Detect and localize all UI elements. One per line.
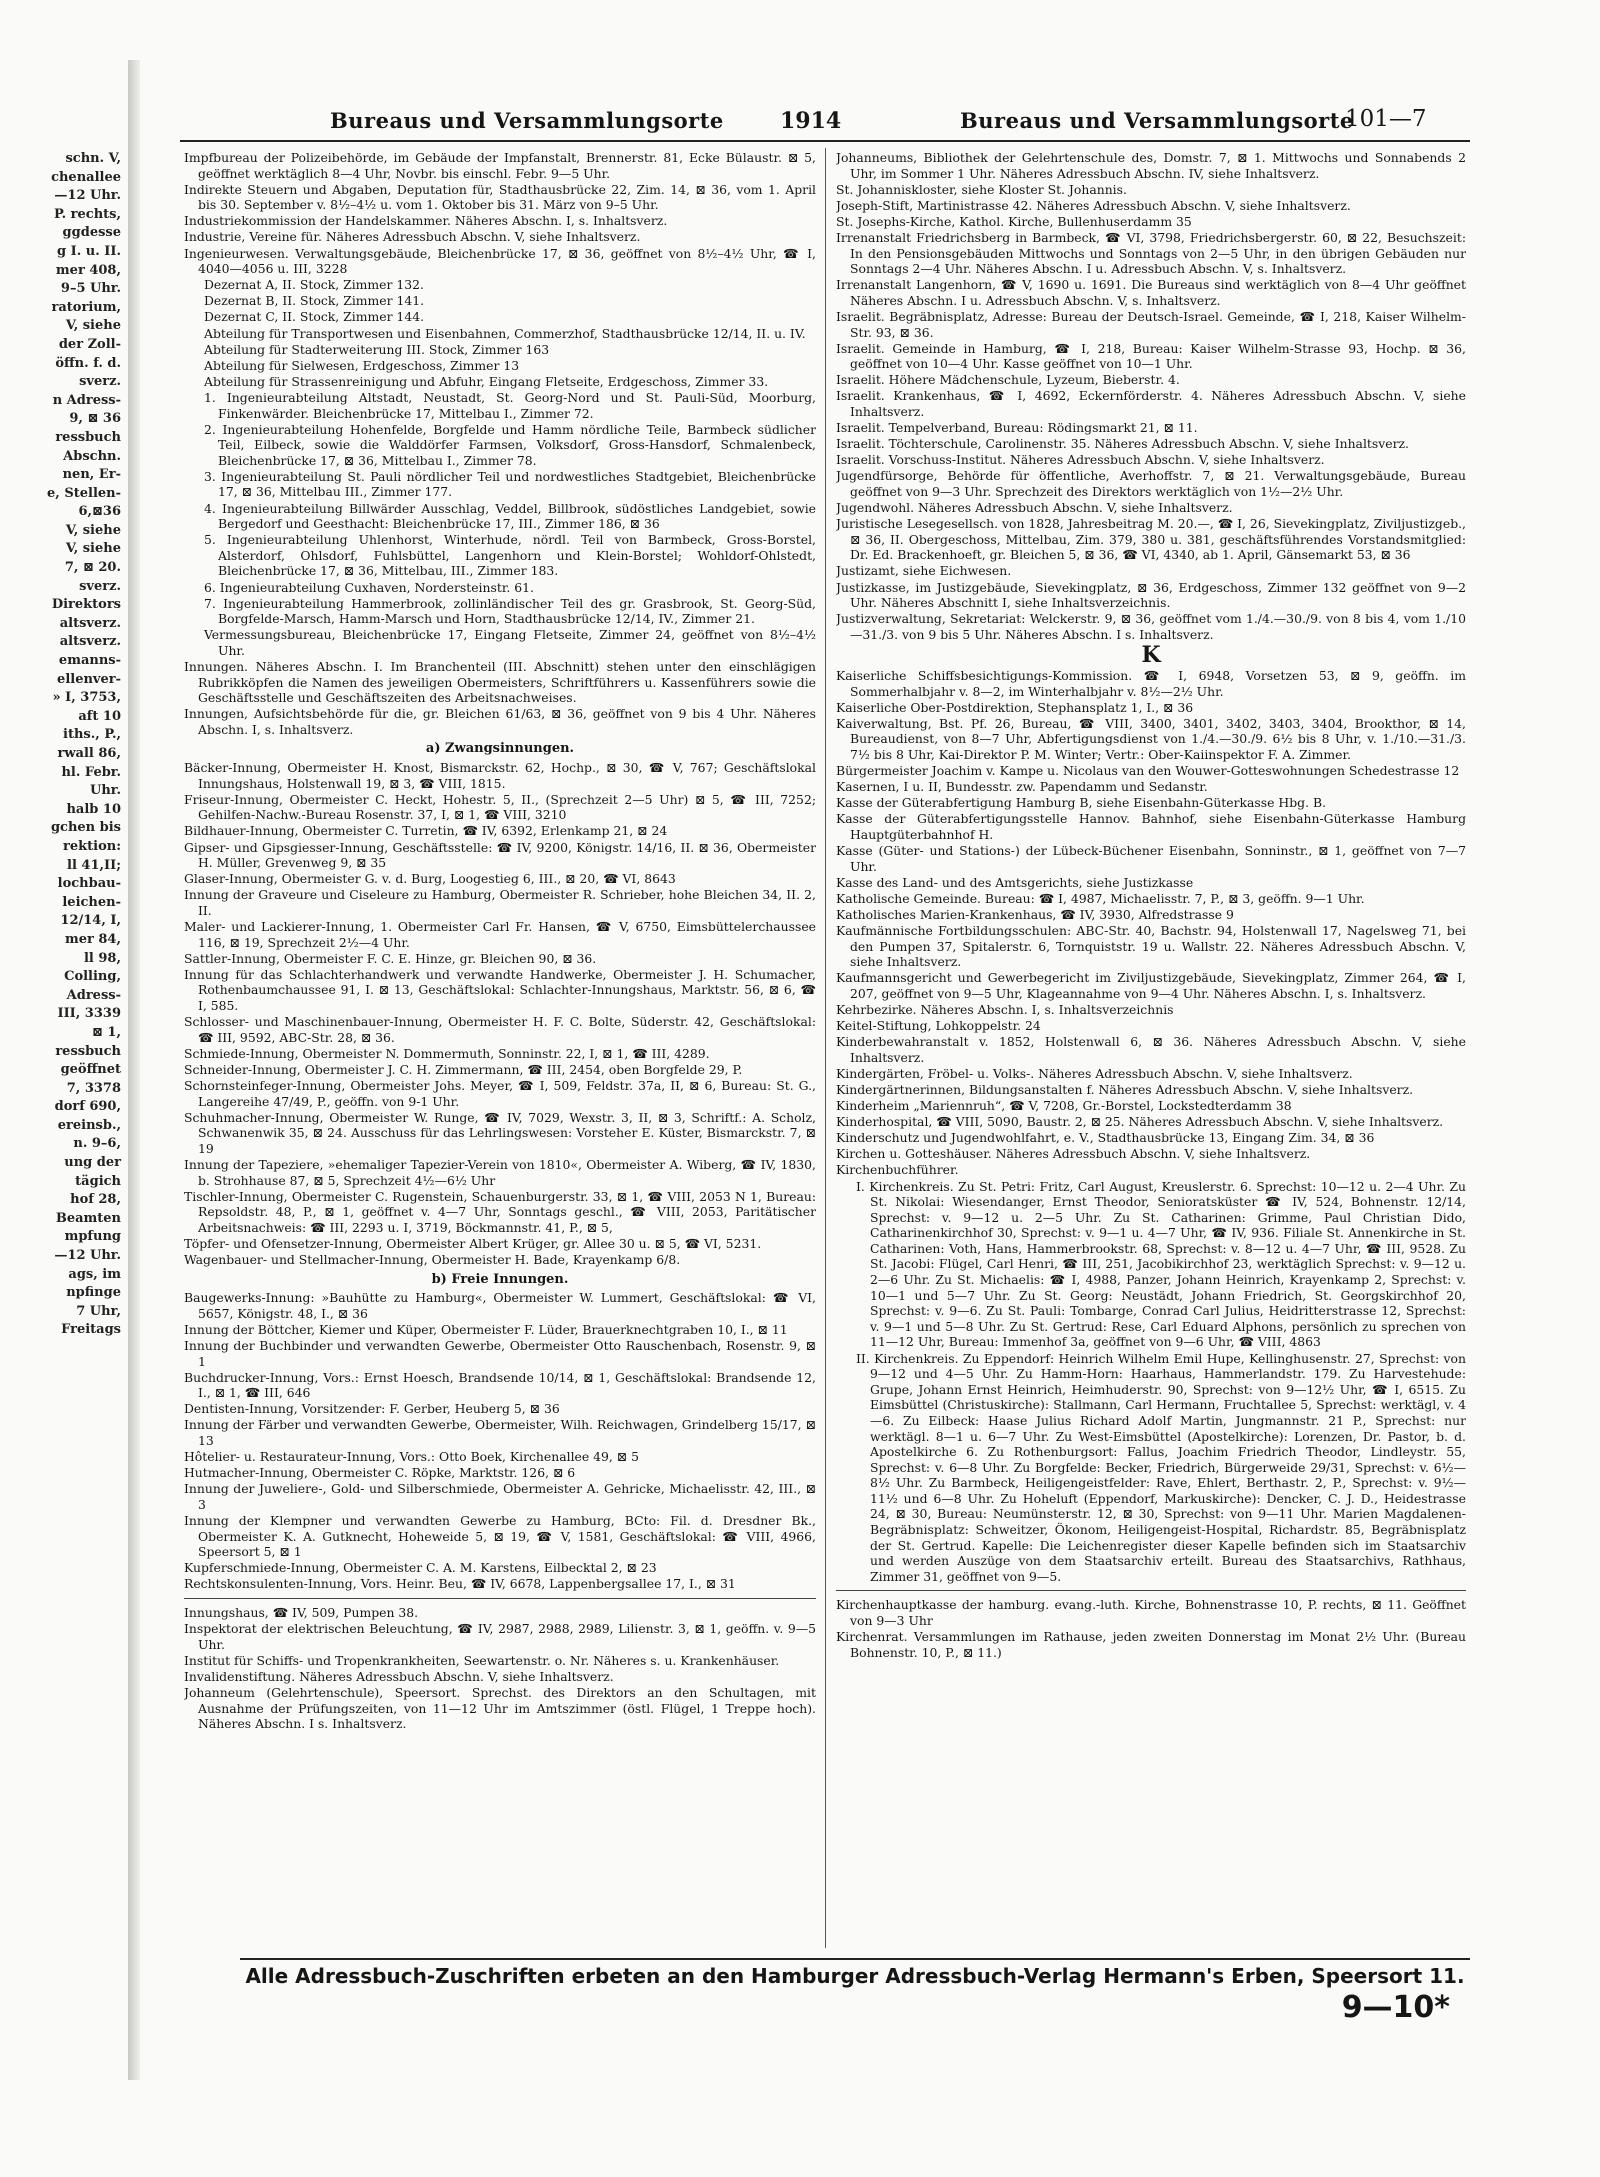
directory-entry: Schornsteinfeger-Innung, Obermeister Johs. Meyer, ☎ I, 509, Feldstr. 37a, II, ⊠ 6, Bureau: St. G., Langereihe 47/49, P., geöffn. von 9-1 Uhr.	[184, 1077, 816, 1109]
directory-entry: Innung der Tapeziere, »ehemaliger Tapezier-Verein von 1810«, Obermeister A. Wiberg, ☎ IV, 1830, b. Strohhause 87, ⊠ 5, Sprechzeit 4½—6½ Uhr	[184, 1156, 816, 1188]
margin-fragment: halb 10	[66, 801, 121, 817]
directory-entry: Juristische Lesegesellsch. von 1828, Jahresbeitrag M. 20.—, ☎ I, 26, Sievekingplatz, Ziviljustizgeb., ⊠ 36, II. Obergeschoss, Mittelbau, Zim. 379, 380 u. 381, geschäftsführendes Vorstandsmitglied: Dr. Ed. Brackenhoeft, gr. Bleichen 5, ⊠ 36, ☎ VI, 4340, ab 1. April, Gänsemarkt 53, ⊠ 36	[836, 516, 1466, 563]
directory-entry: Innung der Böttcher, Kiemer und Küper, Obermeister F. Lüder, Brauerknechtgraben 10, I., ⊠ 11	[184, 1321, 788, 1337]
directory-entry: Kasse der Güterabfertigungsstelle Hannov. Bahnhof, siehe Eisenbahn-Güterkasse Hamburg Hauptgüterbahnhof H.	[836, 811, 1466, 842]
margin-fragment: rektion:	[63, 838, 121, 854]
directory-entry: Maler- und Lackierer-Innung, 1. Obermeister Carl Fr. Hansen, ☎ V, 6750, Eimsbüttelerchaussee 116, ⊠ 19, Sprechzeit 2½—4 Uhr.	[184, 919, 816, 950]
margin-fragment: mer 408,	[55, 262, 121, 278]
margin-fragment: altsverz.	[59, 634, 121, 650]
directory-entry: Rechtskonsulenten-Innung, Vors. Heinr. Beu, ☎ IV, 6678, Lappenbergsallee 17, I., ⊠ 31	[184, 1576, 736, 1592]
directory-entry: Kaiserliche Ober-Postdirektion, Stephansplatz 1, I., ⊠ 36	[836, 699, 1194, 715]
margin-fragment: hl. Febr.	[61, 764, 121, 780]
margin-fragment: ellenver-	[57, 671, 121, 687]
directory-entry: Dezernat A, II. Stock, Zimmer 132.	[204, 277, 424, 293]
directory-entry: Israelit. Krankenhaus, ☎ I, 4692, Eckernförderstr. 4. Näheres Adressbuch Abschn. V, siehe Inhaltsverz.	[836, 388, 1466, 419]
directory-entry: Tischler-Innung, Obermeister C. Rugenstein, Schauenburgerstr. 33, ⊠ 1, ☎ VIII, 2053 N 1, Bureau: Repsoldstr. 48, P., ⊠ 1, geöffnet v. 4—7 Uhr, Sonntags geschl., ☎ VIII, 2053, Paritätischer Arbeitsnachweis: ☎ III, 2293 u. I, 3719, Böckmannstr. 41, P., ⊠ 5,	[184, 1188, 816, 1235]
margin-fragment: ⊠ 1,	[92, 1024, 121, 1040]
running-header	[180, 100, 1470, 142]
header-year: 1914	[780, 108, 842, 134]
directory-entry: Innung der Graveure und Ciseleure zu Hamburg, Obermeister R. Schrieber, hohe Bleichen 34, II. 2, II.	[184, 887, 816, 918]
directory-entry: Indirekte Steuern und Abgaben, Deputation für, Stadthausbrücke 22, Zim. 14, ⊠ 36, vom 1. April bis 30. September v. 8½–4½ u. vom 1. Oktober bis 31. März von 9–5 Uhr.	[184, 181, 816, 213]
directory-entry: Kirchen u. Gotteshäuser. Näheres Adressbuch Abschn. V, siehe Inhaltsverz.	[836, 1146, 1311, 1162]
directory-entry: 3. Ingenieurabteilung St. Pauli nördlicher Teil und nordwestliches Stadtgebiet, Bleichenbrücke 17, ⊠ 36, Mittelbau III., Zimmer 177.	[204, 468, 816, 500]
header-left-title: Bureaus und Versammlungsorte	[330, 108, 724, 133]
margin-fragment: chenallee	[51, 169, 121, 185]
directory-entry: Justizverwaltung, Sekretariat: Welckerstr. 9, ⊠ 36, geöffnet vom 1./4.—30./9. von 8 bis 4, vom 1./10—31./3. von 9 bis 5 Uhr. Näheres Abschn. I s. Inhaltsverz.	[836, 611, 1466, 642]
directory-entry: Israelit. Töchterschule, Carolinenstr. 35. Näheres Adressbuch Abschn. V, siehe Inhaltsverz.	[836, 436, 1409, 452]
directory-entry: Kaufmännische Fortbildungsschulen: ABC-Str. 40, Bachstr. 94, Holstenwall 17, Nagelsweg 71, bei den Pumpen 37, Spitalerstr. 6, Tornquiststr. 19 u. Wallstr. 22. Näheres Adressbuch Abschn. V, siehe Inhaltsverz.	[836, 923, 1466, 970]
margin-fragment: aft 10	[78, 708, 121, 724]
margin-fragment: » I, 3753,	[52, 690, 121, 706]
right-column	[836, 150, 1466, 1940]
margin-fragment: n Adress-	[52, 392, 121, 408]
directory-entry: Johanneums, Bibliothek der Gelehrtenschule des, Domstr. 7, ⊠ 1. Mittwochs und Sonnabends 2 Uhr, im Sommer 1 Uhr. Näheres Adressbuch Abschn. IV, siehe Inhaltsverz.	[836, 150, 1466, 181]
margin-fragment: geöffnet	[60, 1062, 121, 1078]
directory-entry: Kasse der Güterabfertigung Hamburg B, siehe Eisenbahn-Güterkasse Hbg. B.	[836, 795, 1327, 811]
directory-entry: Kinderheim „Mariennruh“, ☎ V, 7208, Gr.-Borstel, Lockstedterdamm 38	[836, 1098, 1292, 1114]
margin-fragment: nen, Er-	[62, 467, 121, 483]
directory-entry: Innung der Klempner und verwandten Gewerbe zu Hamburg, BCto: Fil. d. Dresdner Bk., Obermeister K. A. Gutknecht, Hoheweide 5, ⊠ 19, ☎ V, 1581, Geschäftslokal: ☎ VIII, 4966, Speersort 5, ⊠ 1	[184, 1512, 816, 1560]
directory-entry: 6. Ingenieurabteilung Cuxhaven, Nordersteinstr. 61.	[204, 579, 534, 595]
directory-entry: Irrenanstalt Langenhorn, ☎ V, 1690 u. 1691. Die Bureaus sind werktäglich von 8—4 Uhr geöffnet Näheres Abschn. I u. Adressbuch Abschn. V, s. Inhaltsverz.	[836, 277, 1466, 308]
margin-fragment: e, Stellen-	[47, 485, 121, 501]
left-column	[184, 150, 816, 1940]
margin-fragment: V, siehe	[65, 522, 121, 538]
directory-entry: 2. Ingenieurabteilung Hohenfelde, Borgfelde und Hamm nördliche Teile, Barmbeck südlicher Teil, Eilbeck, sowie die Walddörfer Farmsen, Volksdorf, Gross-Hansdorf, Schmalenbeck, Bleichenbrücke 17, ⊠ 36, Mittelbau I., Zimmer 78.	[204, 421, 816, 468]
margin-fragment: dorf 690,	[54, 1099, 121, 1115]
margin-fragment: mpfung	[64, 1229, 121, 1245]
margin-fragment: n. 9–6,	[73, 1136, 121, 1152]
directory-entry: Dezernat B, II. Stock, Zimmer 141.	[204, 293, 425, 309]
margin-fragment: emanns-	[58, 653, 121, 669]
directory-entry: Dentisten-Innung, Vorsitzender: F. Gerber, Heuberg 5, ⊠ 36	[184, 1401, 560, 1417]
directory-entry: Abteilung für Transportwesen und Eisenbahnen, Commerzhof, Stadthausbrücke 12/14, II. u. IV.	[204, 325, 806, 341]
margin-fragment: ll 41,II;	[67, 857, 121, 873]
margin-fragment: ereinsb.,	[57, 1117, 121, 1133]
directory-entry: Abteilung für Sielwesen, Erdgeschoss, Zimmer 13	[204, 357, 520, 373]
directory-entry: Israelit. Gemeinde in Hamburg, ☎ I, 218, Bureau: Kaiser Wilhelm-Strasse 93, Hochp. ⊠ 36, geöffnet von 10—4 Uhr. Kasse geöffnet von 10—1 Uhr.	[836, 340, 1466, 372]
margin-fragment: ll 98,	[83, 950, 121, 966]
directory-entry: Innung der Juweliere-, Gold- und Silberschmiede, Obermeister A. Gehricke, Michaelisstr. 42, III., ⊠ 3	[184, 1481, 816, 1512]
directory-entry: 5. Ingenieurabteilung Uhlenhorst, Winterhude, nördl. Teil von Barmbeck, Gross-Borstel, Alsterdorf, Ohlsdorf, Fuhlsbüttel, Langenhorn und Klein-Borstel; Wohldorf-Ohlstedt, Bleichenbrücke 17, ⊠ 36, Mittelbau, III., Zimmer 183.	[204, 532, 816, 579]
directory-entry: Töpfer- und Ofensetzer-Innung, Obermeister Albert Krüger, gr. Allee 30 u. ⊠ 5, ☎ VI, 5231.	[184, 1235, 762, 1251]
margin-fragment: Colling,	[64, 969, 121, 985]
margin-fragment: —12 Uhr.	[54, 188, 121, 204]
directory-entry: II. Kirchenkreis. Zu Eppendorf: Heinrich Wilhelm Emil Hupe, Kellinghusenstr. 27, Sprechst: von 9—12 und 4—5 Uhr. Zu Hamm-Horn: Haarhaus, Hammerlandstr. 179. Zu Harvestehude: Grupe, Johann Ernst Heinrich, Heimhuderstr. 90, Sprechst: von 9—12½ Uhr, ☎ I, 6515. Zu Eimsbüttel (Christuskirche): Stallmann, Carl Hermann, Fruchtallee 5, Sprechst: werktägl, v. 4—6. Zu Eilbeck: Haase Julius Richard Adolf Martin, Jungmannstr. 21 P., Sprechst: nur werktägl. 8—1 u. 6—7 Uhr. Zu West-Eimsbüttel (Apostelkirche): Lorenzen, Dr. Pastor, b. d. Apostelkirche 6. Zu Rothenburgsort: Fallus, Joachim Friedrich Theodor, Lindleystr. 55, Sprechst: v. 6—8 Uhr. Zu Borgfelde: Becker, Friedrich, Bürgerweide 29/31, Sprechst: v. 6½—8½ Uhr. Zu Barmbeck, Heiligengeistfelder: Rave, Ehlert, Berthastr. 2, P., Sprechst: v. 9½—11½ und 6—8 Uhr. Zu Hoheluft (Eppendorf, Markuskirche): Dencker, C. J. D., Heidestrasse 24, ⊠ 30, Bureau: Neumünsterstr. 12, ⊠ 30, Sprechst: von 9—11 Uhr. Marien Magdalenen-Begräbnisplatz: Schweitzer, Ökonom, Heiligengeist-Hospital, Richardstr. 85, Begräbnisplatz der St. Gertrud. Kapelle: Die Leichenregister dieser Kapelle befinden sich im Staatsarchiv und werden Auszüge von dem Staatsarchiv erteilt. Bureau des Staatsarchivs, Rathhaus, Zimmer 31, geöffnet von 9—5.	[856, 1350, 1466, 1584]
directory-entry: Innung der Buchbinder und verwandten Gewerbe, Obermeister Otto Rauschenbach, Rosenstr. 9, ⊠ 1	[184, 1337, 816, 1369]
margin-fragment: 7, 3378	[66, 1080, 121, 1096]
margin-fragment: Adress-	[66, 987, 121, 1003]
directory-entry: 7. Ingenieurabteilung Hammerbrook, zollinländischer Teil des gr. Grasbrook, St. Georg-Süd, Borgfelde-Marsch, Hamm-Marsch und Horn, Stadthausbrücke 12/14, IV., Zimmer 21.	[204, 595, 816, 627]
margin-fragment: rwall 86,	[57, 746, 121, 761]
directory-entry: Kinderbewahranstalt v. 1852, Holstenwall 6, ⊠ 36. Näheres Adressbuch Abschn. V, siehe Inhaltsverz.	[836, 1034, 1466, 1065]
directory-entry: Sattler-Innung, Obermeister F. C. E. Hinze, gr. Bleichen 90, ⊠ 36.	[184, 950, 597, 966]
directory-entry: Schmiede-Innung, Obermeister N. Dommermuth, Sonninstr. 22, I, ⊠ 1, ☎ III, 4289.	[184, 1045, 710, 1061]
directory-entry: Innung für das Schlachterhandwerk und verwandte Handwerke, Obermeister J. H. Schumacher, Rothenbaumchaussee 91, I. ⊠ 13, Geschäftslokal: Schlachter-Innungshaus, Marktstr. 56, ⊠ 6, ☎ I, 585.	[184, 966, 816, 1013]
section-heading: a) Zwangsinnungen.	[425, 741, 575, 757]
margin-fragment: Uhr.	[90, 783, 121, 799]
margin-fragment: ggdesse	[62, 225, 121, 241]
margin-fragment: lochbau-	[57, 876, 121, 892]
separator-rule	[836, 1590, 1466, 1591]
directory-entry: Gipser- und Gipsgiesser-Innung, Geschäftsstelle: ☎ IV, 9200, Königstr. 14/16, II. ⊠ 36, Obermeister H. Müller, Grevenweg 9, ⊠ 35	[184, 839, 816, 871]
margin-fragment: ung der	[64, 1155, 121, 1171]
sheet-number: 9—10*	[1341, 1990, 1450, 2025]
margin-fragment: sverz.	[79, 374, 121, 390]
margin-fragment: iths., P.,	[63, 727, 121, 743]
directory-entry: St. Johanniskloster, siehe Kloster St. Johannis.	[836, 181, 1127, 197]
directory-entry: Bildhauer-Innung, Obermeister C. Turretin, ☎ IV, 6392, Erlenkamp 21, ⊠ 24	[184, 823, 668, 839]
directory-entry: Joseph-Stift, Martinistrasse 42. Näheres Adressbuch Abschn. V, siehe Inhaltsverz.	[836, 197, 1351, 213]
directory-entry: St. Josephs-Kirche, Kathol. Kirche, Bullenhuserdamm 35	[836, 213, 1192, 229]
directory-entry: Kasernen, I u. II, Bundesstr. zw. Papendamm und Sedanstr.	[836, 779, 1208, 795]
directory-entry: Katholisches Marien-Krankenhaus, ☎ IV, 3930, Alfredstrasse 9	[836, 906, 1234, 922]
directory-entry: Kindergärtnerinnen, Bildungsanstalten f. Näheres Adressbuch Abschn. V, siehe Inhaltsverz.	[836, 1081, 1414, 1097]
directory-entry: Israelit. Begräbnisplatz, Adresse: Bureau der Deutsch-Israel. Gemeinde, ☎ I, 218, Kaiser Wilhelm-Str. 93, ⊠ 36.	[836, 308, 1466, 340]
directory-entry: I. Kirchenkreis. Zu St. Petri: Fritz, Carl August, Kreuslerstr. 6. Sprechst: 10—12 u. 2—4 Uhr. Zu St. Nikolai: Wiesendanger, Ernst Theodor, Senioratsküster ☎ IV, 524, Bohnenstr. 12/14, Sprechst: v. 9—12 u. 2—5 Uhr. Zu St. Catharinen: Grimme, Paul Christian Dido, Catharinenkirchhof 30, Sprechst: v. 9—1 u. 4—7 Uhr, ☎ IV, 936. Filiale St. Annenkirche in St. Catharinen: Voth, Hans, Hammerbrookstr. 68, Sprechst: v. 8—12 u. 4—7 Uhr, ☎ III, 9528. Zu St. Jacobi: Flügel, Carl Henri, ☎ III, 251, Jacobikirchhof 23, werktäglich Sprechst: v. 9—12 u. 2—6 Uhr. Zu St. Michaelis: ☎ I, 4988, Panzer, Johann Heinrich, Krayenkamp 2, Sprechst: v. 10—1 und 5—7 Uhr. Zu St. Georg: Neustädt, Johann Friedrich, St. Georgskirchhof 20, Sprechst: v. 9—6. Zu St. Pauli: Tombarge, Conrad Carl Julius, Heidritterstrasse 12, Sprechst: v. 9—1 und 5—8 Uhr. Zu St. Gertrud: Rese, Carl Eduard Alphons, persönlich zu sprechen von 11—12 Uhr, Bureau: Immenhof 3a, geöffnet von 9—6 Uhr, ☎ VIII, 4863	[856, 1178, 1466, 1350]
directory-entry: Jugendfürsorge, Behörde für öffentliche, Averhoffstr. 7, ⊠ 21. Verwaltungsgebäude, Bureau geöffnet von 9—3 Uhr. Sprechzeit des Direktors werktäglich von 1½—2½ Uhr.	[836, 468, 1466, 499]
directory-entry: Schneider-Innung, Obermeister J. C. H. Zimmermann, ☎ III, 2454, oben Borgfelde 29, P.	[184, 1061, 743, 1077]
directory-entry: Hutmacher-Innung, Obermeister C. Röpke, Marktstr. 126, ⊠ 6	[184, 1465, 576, 1481]
directory-entry: Irrenanstalt Friedrichsberg in Barmbeck, ☎ VI, 3798, Friedrichsbergerstr. 60, ⊠ 22, Besuchszeit: In den Pensionsgebäuden Mittwochs und Sonntags von 2—5 Uhr, in den übrigen Gebäuden nur Sonntags 2—4 Uhr. Näheres Abschn. I u. Adressbuch Abschn. V, s. Inhaltsverz.	[836, 229, 1466, 277]
directory-entry: Innung der Färber und verwandten Gewerbe, Obermeister, Wilh. Reichwagen, Grindelberg 15/17, ⊠ 13	[184, 1417, 816, 1448]
previous-page-margin	[0, 150, 125, 2030]
margin-fragment: 12/14, I,	[60, 913, 121, 929]
directory-entry: Jugendwohl. Näheres Adressbuch Abschn. V, siehe Inhaltsverz.	[836, 500, 1233, 516]
header-right-title: Bureaus und Versammlungsorte	[960, 108, 1354, 133]
directory-entry: Dezernat C, II. Stock, Zimmer 144.	[204, 309, 425, 325]
directory-entry: 4. Ingenieurabteilung Billwärder Ausschlag, Veddel, Billbrook, südöstliches Landgebiet, sowie Bergedorf und Geesthacht: Bleichenbrücke 17, III., Zimmer 186, ⊠ 36	[204, 500, 816, 532]
column-divider	[825, 148, 826, 1948]
margin-fragment: Abschn.	[63, 448, 121, 464]
directory-entry: Abteilung für Strassenreinigung und Abfuhr, Eingang Fletseite, Erdgeschoss, Zimmer 33.	[204, 373, 769, 389]
directory-entry: Israelit. Tempelverband, Bureau: Rödingsmarkt 21, ⊠ 11.	[836, 420, 1198, 436]
directory-entry: Justizamt, siehe Eichwesen.	[836, 563, 1012, 579]
directory-entry: Kirchenhauptkasse der hamburg. evang.-luth. Kirche, Bohnenstrasse 10, P. rechts, ⊠ 11. Geöffnet von 9—3 Uhr	[836, 1597, 1466, 1629]
margin-fragment: sverz.	[79, 578, 121, 594]
margin-fragment: Beamten	[55, 1210, 121, 1226]
directory-entry: Kaiverwaltung, Bst. Pf. 26, Bureau, ☎ VIII, 3400, 3401, 3402, 3403, 3404, Brookthor, ⊠ 14, Bureaudienst, von 8—7 Uhr, Abfertigungsdienst von 1./4.—30./9. 6½ bis 8 Uhr, v. 1./10.—31./3. 7½ bis 8 Uhr, Kai-Direktor P. M. Winter; Vertr.: Ober-Kaiinspektor F. A. Zimmer.	[836, 715, 1466, 762]
directory-entry: Kinderschutz und Jugendwohlfahrt, e. V., Stadthausbrücke 13, Eingang Zim. 34, ⊠ 36	[836, 1130, 1375, 1146]
margin-fragment: gchen bis	[50, 820, 121, 836]
directory-entry: Kirchenrat. Versammlungen im Rathause, jeden zweiten Donnerstag im Monat 2½ Uhr. (Bureau Bohnenstr. 10, P., ⊠ 11.)	[836, 1629, 1466, 1660]
directory-entry: Vermessungsbureau, Bleichenbrücke 17, Eingang Fletseite, Zimmer 24, geöffnet von 8½–4½ Uhr.	[204, 627, 816, 658]
directory-entry: Bürgermeister Joachim v. Kampe u. Nicolaus van den Wouwer-Gotteswohnungen Schedestrasse 12	[836, 763, 1460, 779]
directory-entry: Industriekommission der Handelskammer. Näheres Abschn. I, s. Inhaltsverz.	[184, 213, 668, 229]
letter-heading: K	[1141, 642, 1161, 669]
margin-fragment: npfinge	[66, 1285, 121, 1301]
directory-entry: Friseur-Innung, Obermeister C. Heckt, Hohestr. 5, II., (Sprechzeit 2—5 Uhr) ⊠ 5, ☎ III, 7252; Gehilfen-Nachw.-Bureau Rosenstr. 37, I, ⊠ 1, ☎ VIII, 3210	[184, 791, 816, 823]
directory-entry: Wagenbauer- und Stellmacher-Innung, Obermeister H. Bade, Krayenkamp 6/8.	[184, 1251, 681, 1267]
directory-entry: Institut für Schiffs- und Tropenkrankheiten, Seewartenstr. o. Nr. Näheres s. u. Krankenhäuser.	[184, 1652, 780, 1668]
margin-fragment: tägich	[75, 1173, 121, 1189]
margin-fragment: Freitags	[61, 1322, 121, 1338]
directory-entry: Keitel-Stiftung, Lohkoppelstr. 24	[836, 1018, 1041, 1034]
directory-entry: Johanneum (Gelehrtenschule), Speersort. Sprechst. des Direktors an den Schultagen, mit Ausnahme der Prüfungszeiten, von 11—12 Uhr im Amtszimmer (östl. Flügel, 1 Treppe hoch). Näheres Abschn. I s. Inhaltsverz.	[184, 1684, 816, 1732]
directory-entry: Impfbureau der Polizeibehörde, im Gebäude der Impfanstalt, Brennerstr. 81, Ecke Bülaustr. ⊠ 5, geöffnet werktäglich 8—4 Uhr, Novbr. bis einschl. Febr. 9—5 Uhr.	[184, 150, 816, 181]
directory-entry: Hôtelier- u. Restaurateur-Innung, Vors.: Otto Boek, Kirchenallee 49, ⊠ 5	[184, 1449, 639, 1465]
directory-entry: Inspektorat der elektrischen Beleuchtung, ☎ IV, 2987, 2988, 2989, Lilienstr. 3, ⊠ 1, geöffn. v. 9—5 Uhr.	[184, 1621, 816, 1652]
directory-entry: Schlosser- und Maschinenbauer-Innung, Obermeister H. F. C. Bolte, Süderstr. 42, Geschäftslokal: ☎ III, 9592, ABC-Str. 28, ⊠ 36.	[184, 1014, 816, 1045]
margin-fragment: öffn. f. d.	[55, 355, 121, 371]
section-heading: b) Freie Innungen.	[431, 1271, 569, 1287]
margin-fragment: ratorium,	[51, 299, 121, 315]
directory-entry: Justizkasse, im Justizgebäude, Sievekingplatz, ⊠ 36, Erdgeschoss, Zimmer 132 geöffnet von 9—2 Uhr. Näheres Abschnitt I, siehe Inhaltsverzeichnis.	[836, 579, 1466, 611]
header-page-number: 101—7	[1345, 106, 1427, 132]
margin-fragment: schn. V,	[65, 151, 121, 166]
margin-fragment: ressbuch	[55, 429, 121, 445]
margin-fragment: 7 Uhr,	[76, 1303, 121, 1319]
directory-entry: Kehrbezirke. Näheres Abschn. I, s. Inhaltsverzeichnis	[836, 1001, 1174, 1017]
directory-entry: 1. Ingenieurabteilung Altstadt, Neustadt, St. Georg-Nord und St. Pauli-Süd, Moorburg, Finkenwärder. Bleichenbrücke 17, Mittelbau I., Zimmer 72.	[204, 389, 816, 421]
directory-entry: Kaiserliche Schiffsbesichtigungs-Kommission. ☎ I, 6948, Vorsetzen 53, ⊠ 9, geöffn. im Sommerhalbjahr v. 8—2, im Winterhalbjahr v. 8½—2½ Uhr.	[836, 668, 1466, 699]
directory-entry: Kasse des Land- und des Amtsgerichts, siehe Justizkasse	[836, 874, 1194, 890]
directory-entry: Israelit. Vorschuss-Institut. Näheres Adressbuch Abschn. V, siehe Inhaltsverz.	[836, 452, 1325, 468]
directory-entry: Katholische Gemeinde. Bureau: ☎ I, 4987, Michaelisstr. 7, P., ⊠ 3, geöffn. 9—1 Uhr.	[836, 890, 1365, 906]
margin-fragment: ags, im	[68, 1266, 121, 1282]
margin-fragment: mer 84,	[64, 931, 121, 947]
directory-entry: Innungen. Näheres Abschn. I. Im Branchenteil (III. Abschnitt) stehen unter den einschlägigen Rubrikköpfen die Namen des jeweiligen Obermeisters, Schriftführers u. Kassenführers sowie die Geschäftsstelle und Geschäftszeiten des Arbeitsnachweises.	[184, 659, 816, 706]
margin-fragment: hof 28,	[70, 1192, 121, 1208]
margin-fragment: —12 Uhr.	[54, 1248, 121, 1264]
margin-fragment: V, siehe	[65, 541, 121, 557]
margin-fragment: ressbuch	[55, 1043, 121, 1059]
directory-entry: Ingenieurwesen. Verwaltungsgebäude, Bleichenbrücke 17, ⊠ 36, geöffnet von 8½–4½ Uhr, ☎ I, 4040—4056 u. III, 3228	[184, 245, 816, 277]
margin-fragment: 6,⊠36	[78, 504, 121, 520]
margin-fragment: III, 3339	[57, 1006, 121, 1022]
margin-fragment: 9, ⊠ 36	[69, 411, 121, 427]
publisher-footer: Alle Adressbuch-Zuschriften erbeten an den Hamburger Adressbuch-Verlag Hermann's Erben, Speersort 11.	[240, 1958, 1470, 1988]
margin-fragment: leichen-	[62, 894, 121, 910]
directory-entry: Kinderhospital, ☎ VIII, 5090, Baustr. 2, ⊠ 25. Näheres Adressbuch Abschn. V, siehe Inhaltsverz.	[836, 1114, 1444, 1130]
margin-fragment: P. rechts,	[53, 206, 121, 222]
directory-entry: Invalidenstiftung. Näheres Adressbuch Abschn. V, siehe Inhaltsverz.	[184, 1668, 614, 1684]
margin-fragment: Direktors	[51, 597, 121, 613]
book-gutter	[128, 60, 140, 2080]
directory-entry: Kirchenbuchführer.	[836, 1162, 959, 1178]
margin-fragment: 7, ⊠ 20.	[64, 560, 121, 576]
margin-fragment: 9–5 Uhr.	[60, 281, 121, 297]
separator-rule	[184, 1598, 816, 1599]
margin-fragment: g I. u. II.	[57, 243, 121, 259]
directory-page	[180, 100, 1470, 2060]
directory-entry: Innungshaus, ☎ IV, 509, Pumpen 38.	[184, 1604, 419, 1620]
directory-entry: Innungen, Aufsichtsbehörde für die, gr. Bleichen 61/63, ⊠ 36, geöffnet von 9 bis 4 Uhr. Näheres Abschn. I, s. Inhaltsverz.	[184, 706, 816, 737]
directory-entry: Glaser-Innung, Obermeister G. v. d. Burg, Loogestieg 6, III., ⊠ 20, ☎ VI, 8643	[184, 871, 676, 887]
directory-entry: Schuhmacher-Innung, Obermeister W. Runge, ☎ IV, 7029, Wexstr. 3, II, ⊠ 3, Schriftf.: A. Scholz, Schwanenwik 35, ⊠ 24. Ausschuss für das Lehrlingswesen: Vorsteher E. Küster, Bismarckstr. 7, ⊠ 19	[184, 1109, 816, 1156]
directory-entry: Kasse (Güter- und Stations-) der Lübeck-Büchener Eisenbahn, Sonninstr., ⊠ 1, geöffnet von 7—7 Uhr.	[836, 843, 1466, 874]
directory-entry: Abteilung für Stadterweiterung III. Stock, Zimmer 163	[204, 341, 550, 357]
directory-entry: Kupferschmiede-Innung, Obermeister C. A. M. Karstens, Eilbecktal 2, ⊠ 23	[184, 1560, 657, 1576]
directory-entry: Bäcker-Innung, Obermeister H. Knost, Bismarckstr. 62, Hochp., ⊠ 30, ☎ V, 767; Geschäftslokal Innungshaus, Holstenwall 19, ⊠ 3, ☎ VIII, 1815.	[184, 760, 816, 791]
margin-fragment: V, siehe	[65, 318, 121, 334]
margin-fragment: der Zoll-	[58, 336, 121, 352]
directory-entry: Buchdrucker-Innung, Vors.: Ernst Hoesch, Brandsende 10/14, ⊠ 1, Geschäftslokal: Brandsende 12, I., ⊠ 1, ☎ III, 646	[184, 1369, 816, 1401]
directory-entry: Kindergärten, Fröbel- u. Volks-. Näheres Adressbuch Abschn. V, siehe Inhaltsverz.	[836, 1065, 1353, 1081]
directory-entry: Baugewerks-Innung: »Bauhütte zu Hamburg«, Obermeister W. Lummert, Geschäftslokal: ☎ VI, 5657, Königstr. 48, I., ⊠ 36	[184, 1290, 816, 1321]
directory-entry: Kaufmannsgericht und Gewerbegericht im Ziviljustizgebäude, Sievekingplatz, Zimmer 264, ☎ I, 207, geöffnet von 9—5 Uhr, Klageannahme von 9—4 Uhr. Näheres Abschn. I, s. Inhaltsverz.	[836, 970, 1466, 1001]
directory-entry: Israelit. Höhere Mädchenschule, Lyzeum, Bieberstr. 4.	[836, 372, 1180, 388]
directory-entry: Industrie, Vereine für. Näheres Adressbuch Abschn. V, siehe Inhaltsverz.	[184, 229, 641, 245]
margin-fragment: altsverz.	[59, 615, 121, 631]
